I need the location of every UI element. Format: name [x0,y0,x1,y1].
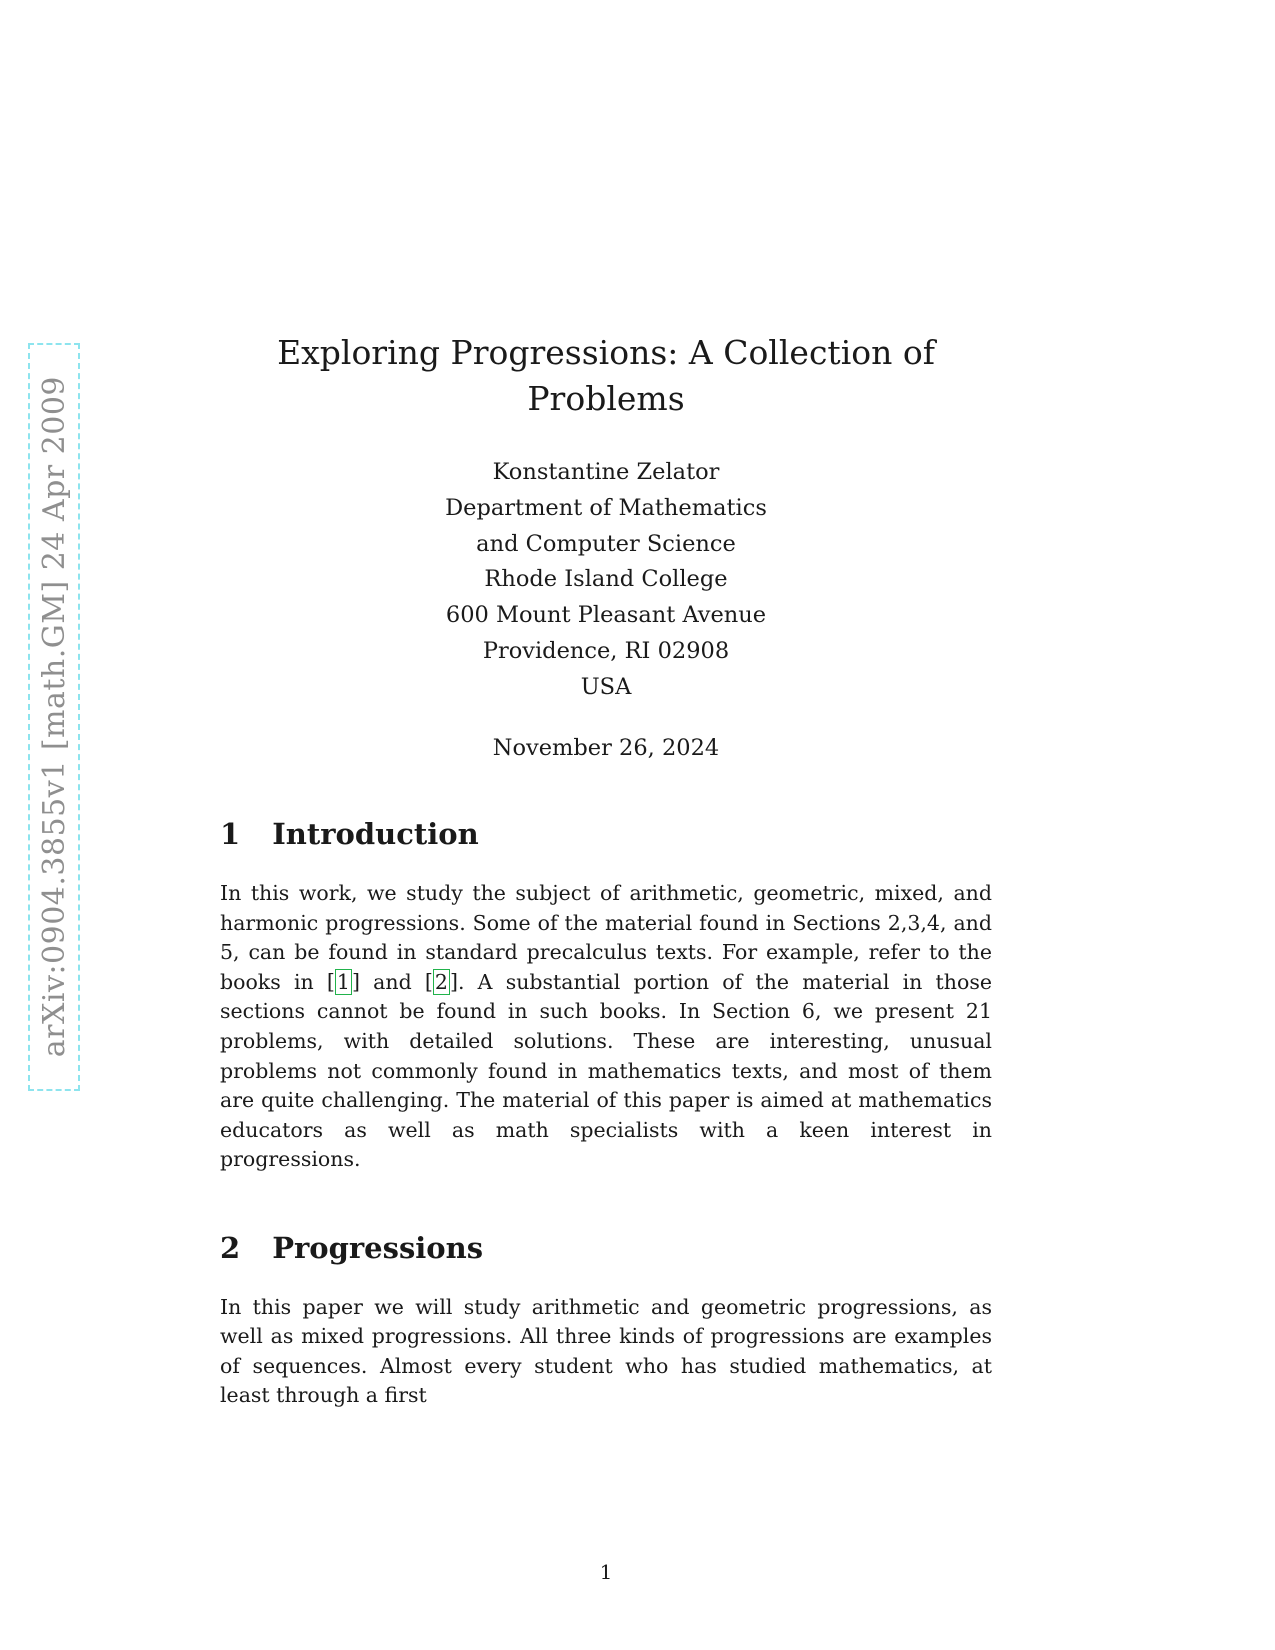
author-affiliation-line: Rhode Island College [484,566,728,593]
introduction-paragraph [220,879,992,1174]
citation-link-2[interactable]: 2 [434,969,448,994]
author-block [220,455,992,705]
section-number: 2 [220,1230,241,1265]
author-country-line: USA [580,673,632,700]
author-name: Konstantine Zelator [492,459,720,486]
paragraph-text: In this work, we study the subject of arithmetic, geometric, mixed, and harmonic progressions. Some of the material found in Sections 2,3,4, and 5, can be found in standard precalculus texts. For example, refer to the books in [ [220,881,992,994]
section-heading-introduction [220,817,992,851]
page-number: 1 [599,1560,613,1584]
section-heading-progressions [220,1231,992,1265]
author-affiliation-line: Department of Mathematics [445,494,767,521]
citation-link-1[interactable]: 1 [336,969,350,994]
section-number: 1 [220,817,241,852]
arxiv-watermark-box [28,343,80,1091]
paper-title: Exploring Progressions: A Collection of Problems [277,333,935,418]
section-title: Introduction [272,817,479,852]
arxiv-watermark-text: arXiv:0904.3855v1 [math.GM] 24 Apr 2009 [36,376,72,1058]
paper-date: November 26, 2024 [492,735,720,762]
paragraph-text: ]. A substantial portion of the material in those sections cannot be found in such books. In Section 6, we present 21 problems, with detailed solutions. These are interesting, unusual problems not commonly found in mathematics texts, and most of them are quite challenging. The material of this paper is aimed at mathematics educators as well as math specialists with a keen interest in progressions. [220,969,992,1172]
author-address-line: Providence, RI 02908 [482,637,730,664]
progressions-paragraph: In this paper we will study arithmetic and geometric progressions, as well as mixed progressions. All three kinds of progressions are examples of sequences. Almost every student who has studied mathematics, at least through a first [220,1294,992,1408]
paragraph-text: ] and [ [351,969,433,994]
paper-content-column [220,0,992,1421]
author-affiliation-line: and Computer Science [476,530,736,557]
author-address-line: 600 Mount Pleasant Avenue [445,602,767,629]
section-title: Progressions [272,1230,484,1265]
